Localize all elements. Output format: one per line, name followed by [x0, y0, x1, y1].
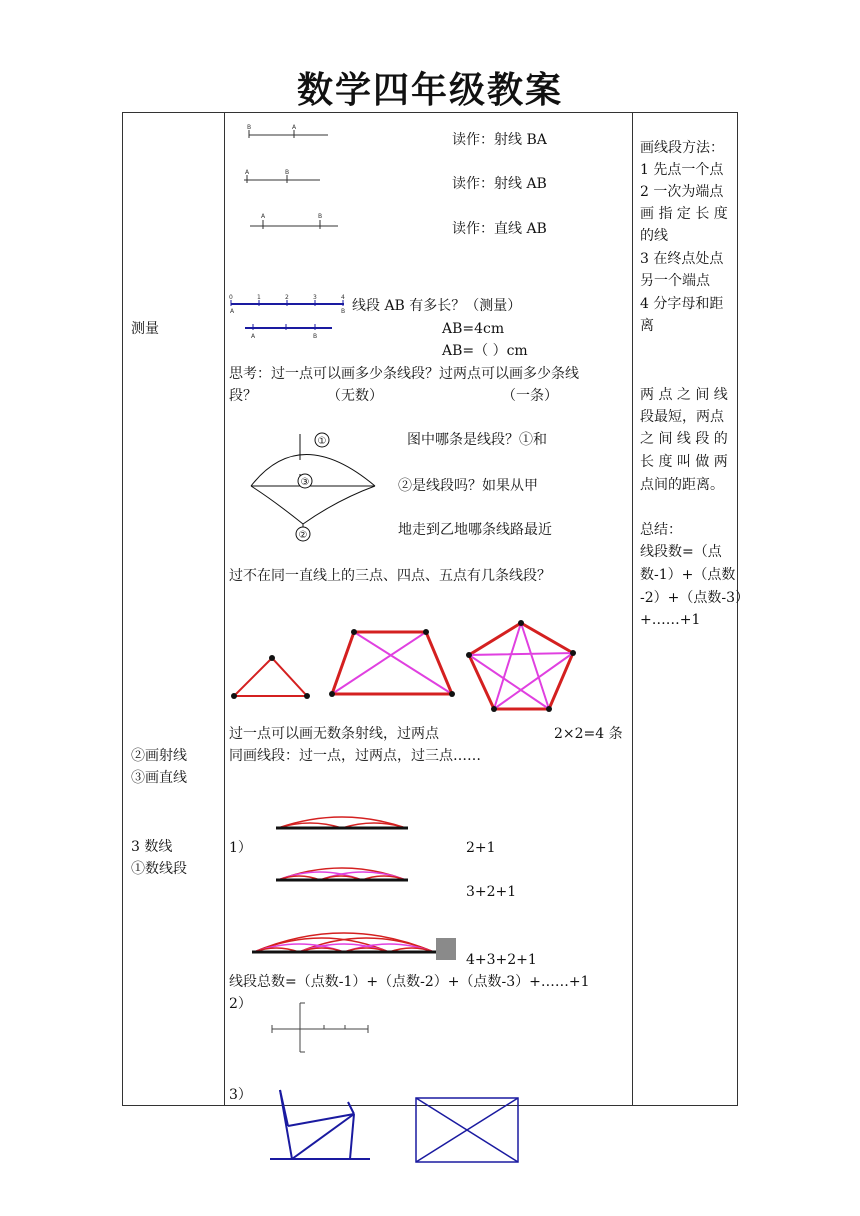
column-divider — [224, 113, 225, 1105]
cross-segments-figure — [268, 1000, 378, 1060]
ab-length-blank: AB=（ ）cm — [442, 343, 528, 359]
method-step: 的线 — [640, 228, 668, 244]
point-b-label: B — [341, 308, 346, 315]
ruler-tick: 3 — [313, 294, 317, 301]
column-divider — [632, 113, 633, 1105]
method-step: 离 — [640, 318, 654, 334]
count-sum-5: 4+3+2+1 — [466, 952, 537, 968]
count-figure-4-points — [276, 868, 408, 880]
ray-line-figures — [240, 120, 340, 240]
summary-title: 总结： — [640, 522, 682, 538]
rectangle-diagonals-figure — [416, 1098, 518, 1162]
method-step: 1 先点一个点 — [640, 162, 724, 178]
summary-formula: +……+1 — [640, 612, 701, 628]
polygon-figures — [228, 618, 588, 718]
ruler-tick: 4 — [341, 294, 345, 301]
shortest-distance-note: 段最短，两点 — [640, 409, 724, 425]
method-step: 另一个端点 — [640, 273, 710, 289]
think-question: 思考：过一点可以画多少条线段？过两点可以画多少条线 — [229, 366, 579, 382]
read-line-ab: 读作：直线 AB — [452, 221, 547, 237]
angle-segments-figure — [270, 1090, 370, 1159]
which-segment-text: ②是线段吗？如果从甲 — [398, 478, 538, 494]
shortest-distance-note: 之 间 线 段 的 — [640, 431, 728, 447]
count-figure-3-points — [276, 817, 408, 828]
method-step: 2 一次为端点 — [640, 184, 724, 200]
path-label-1: ① — [317, 436, 327, 447]
quadrilateral-figure — [329, 629, 455, 697]
which-segment-text: 图中哪条是线段？①和 — [407, 432, 547, 448]
read-ray-ab: 读作：射线 AB — [452, 176, 547, 192]
segment-total-formula: 线段总数=（点数-1）+（点数-2）+（点数-3）+……+1 — [229, 974, 590, 990]
topic-number-segment: ①数线段 — [131, 861, 187, 877]
segment-length-question: 线段 AB 有多长？（测量） — [352, 298, 522, 314]
ruler-tick: 2 — [285, 294, 289, 301]
ruler-tick: 0 — [229, 294, 233, 301]
ruler-figure — [228, 294, 350, 340]
topic-draw-line: ③画直线 — [131, 770, 187, 786]
path-label-2: ② — [298, 530, 308, 541]
which-segment-text: 地走到乙地哪条线路最近 — [398, 522, 552, 538]
page-title: 数学四年级教案 — [296, 70, 563, 111]
point-a-label: A — [230, 308, 235, 315]
pentagon-figure — [466, 620, 576, 712]
summary-formula: 线段数=（点 — [640, 544, 722, 560]
shortest-distance-note: 点间的距离。 — [640, 477, 724, 493]
item-3-figures — [266, 1088, 524, 1164]
segments-text: 同画线段：过一点，过两点，过三点…… — [229, 748, 481, 764]
count-sum-3: 2+1 — [466, 840, 496, 856]
think-question-cont: 段？ — [229, 388, 257, 404]
three-points-question: 过不在同一直线上的三点、四点、五点有几条线段？ — [229, 568, 551, 584]
ab-length-answer: AB=4cm — [442, 321, 505, 337]
shortest-distance-note: 两 点 之 间 线 — [640, 387, 728, 403]
point-b-label: B — [318, 213, 323, 220]
rays-text: 过一点可以画无数条射线，过两点 — [229, 726, 439, 742]
path-label-3: ③ — [300, 477, 310, 488]
count-item-1: 1） — [229, 840, 252, 856]
path-figure — [245, 428, 385, 546]
method-step: 画 指 定 长 度 — [640, 206, 728, 222]
summary-formula: -2）+（点数-3） — [640, 590, 750, 606]
method-step: 3 在终点处点 — [640, 251, 724, 267]
triangle-figure — [231, 655, 310, 699]
count-figure-5-points — [252, 933, 456, 960]
topic-measure: 测量 — [131, 321, 159, 337]
point-a-label: A — [261, 213, 266, 220]
topic-draw-ray: ②画射线 — [131, 748, 187, 764]
summary-formula: 数-1）+（点数 — [640, 567, 736, 583]
read-ray-ba: 读作：射线 BA — [452, 132, 547, 148]
item-3-label: 3） — [229, 1087, 252, 1103]
point-a-label: A — [251, 333, 256, 340]
ruler-tick: 1 — [257, 294, 261, 301]
topic-number-line: 3 数线 — [131, 839, 173, 855]
point-b-label: B — [313, 333, 318, 340]
point-a-label: A — [292, 124, 297, 131]
answer-infinite: （无数） — [327, 388, 383, 404]
point-b-label: B — [247, 124, 252, 131]
rays-count: 2×2=4 条 — [554, 726, 623, 742]
point-a-label: A — [245, 169, 250, 176]
answer-one: （一条） — [502, 388, 558, 404]
method-title: 画线段方法： — [640, 140, 724, 156]
item-2-label: 2） — [229, 996, 252, 1012]
method-step: 4 分字母和距 — [640, 296, 724, 312]
count-sum-4: 3+2+1 — [466, 884, 517, 900]
shortest-distance-note: 长 度 叫 做 两 — [640, 454, 728, 470]
point-b-label: B — [285, 169, 290, 176]
segment-count-figures — [250, 810, 460, 970]
